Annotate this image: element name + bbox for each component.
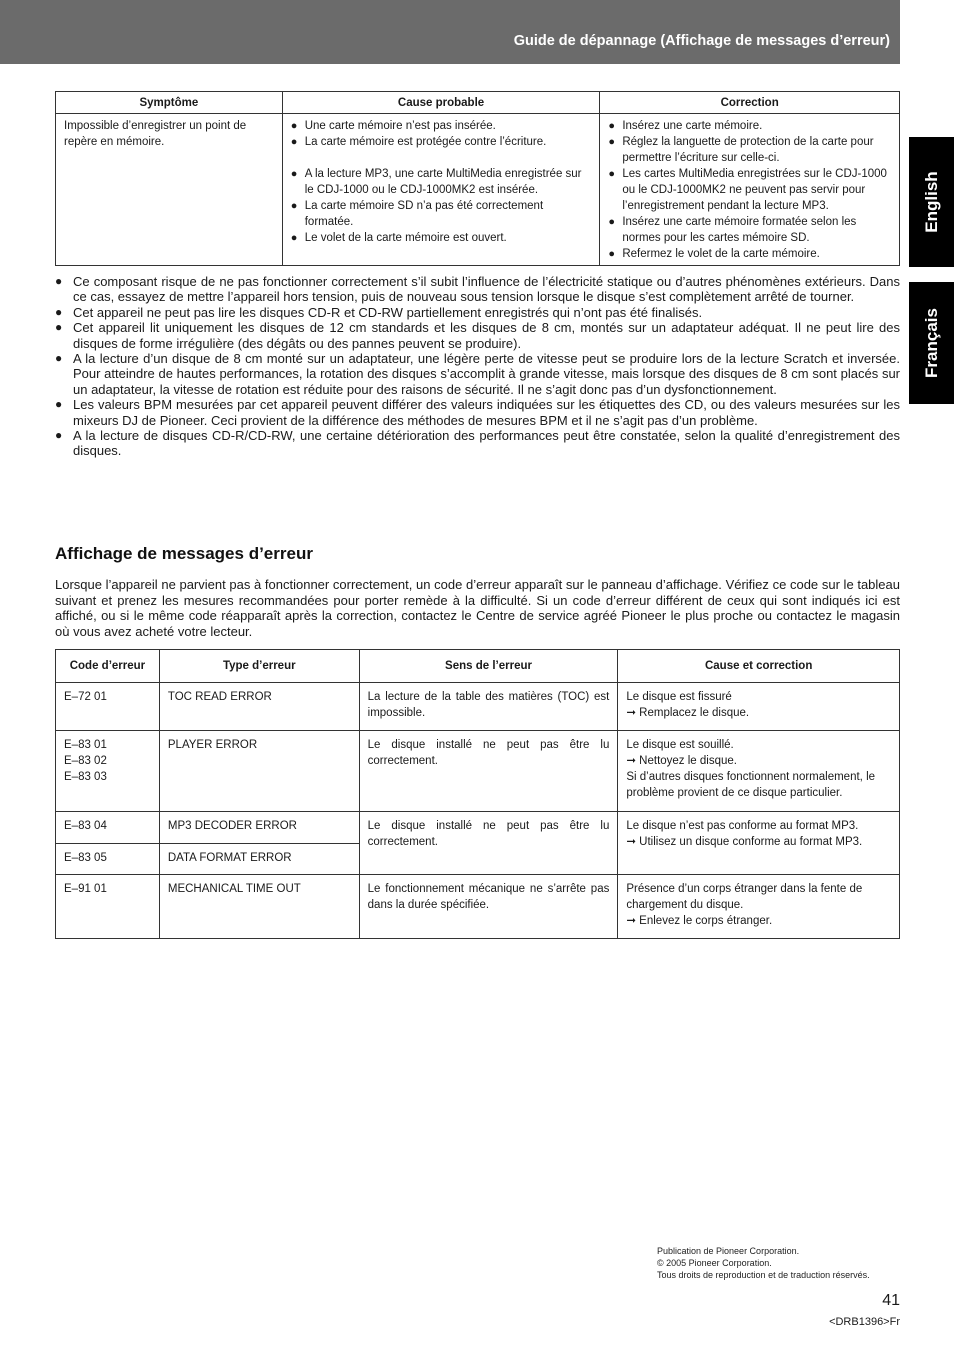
- page-header-title: Guide de dépannage (Affichage de messages d’erreur): [513, 33, 890, 49]
- correction-line: ➞ Nettoyez le disque.: [626, 755, 737, 767]
- error-code-cell: [56, 812, 160, 844]
- error-meaning-cell: Le disque installé ne peut pas être lu correctement.: [359, 812, 618, 875]
- list-item: ● Refermez le volet de la carte mémoire.: [608, 246, 891, 262]
- correction-line: ➞ Enlevez le corps étranger.: [626, 915, 773, 927]
- list-item: ● La carte mémoire SD n’a pas été correctement formatée.: [291, 198, 592, 230]
- error-type-cell: PLAYER ERROR: [159, 731, 359, 812]
- table-row: [56, 683, 900, 731]
- cause-correction-cell: [618, 731, 900, 812]
- note-item: ● Les valeurs BPM mesurées par cet appareil peuvent différer des valeurs indiquées sur les étiquettes des CD, ou des valeurs mesurées sur les mixeurs DJ de Pioneer. Ceci provient de la différence des méthodes de mesures BPM et il ne s’agit pas d’un problème.: [55, 397, 900, 428]
- table-header-row: [56, 92, 900, 114]
- cause-line: Le disque est fissuré: [626, 691, 732, 703]
- side-tab-francais[interactable]: [909, 282, 954, 404]
- publication-line: Publication de Pioneer Corporation.: [657, 1246, 800, 1256]
- table-row: [56, 812, 900, 844]
- note-item: ● A la lecture d’un disque de 8 cm monté sur un adaptateur, une légère perte de vitesse peut se produire lors de la lecture Scratch et inversée. Pour atteindre de hautes performances, la rotation des disques s’accomplit à grande vitesse, mais lorsque des disques de 8 cm sont placés sur un adaptateur, la vitesse de rotation est réduite pour des raisons de sécurité. Il ne s’agit donc pas d’un dysfonctionnement.: [55, 351, 900, 397]
- cause-correction-cell: [618, 683, 900, 731]
- error-code-cell: [56, 844, 160, 875]
- header-bar: [0, 0, 900, 64]
- column-header: Type d’erreur: [159, 650, 359, 683]
- table-row: [56, 875, 900, 939]
- error-type-cell: TOC READ ERROR: [159, 683, 359, 731]
- error-code-cell: [56, 875, 160, 939]
- correction-cell: [600, 114, 900, 266]
- error-meaning-cell: Le fonctionnement mécanique ne s’arrête pas dans la durée spécifiée.: [359, 875, 618, 939]
- cause-line: Si d’autres disques fonctionnent normalement, le problème provient de ce disque particulier.: [626, 771, 876, 799]
- cause-line: Le disque est souillé.: [626, 739, 734, 751]
- section-title: Affichage de messages d’erreur: [55, 544, 313, 563]
- symptom-cell: Impossible d’enregistrer un point de repère en mémoire.: [56, 114, 283, 266]
- side-tab-english[interactable]: [909, 137, 954, 267]
- table-row: [56, 731, 900, 812]
- note-item: ● Cet appareil ne peut pas lire les disques CD-R et CD-RW partiellement enregistrés qui n’ont pas été finalisés.: [55, 305, 900, 320]
- rights-line: Tous droits de reproduction et de traduction réservés.: [657, 1270, 870, 1280]
- publication-notice: [657, 1245, 870, 1281]
- side-tab-english-label: English: [921, 171, 941, 233]
- note-item: ● Ce composant risque de ne pas fonctionner correctement s’il subit l’influence de l’électricité statique ou d’autres phénomènes extérieurs. Dans ce cas, essayez de mettre l’appareil hors tension, puis de nouveau sous tension lorsque le disque s’est complètement arrêté de tourner.: [55, 274, 900, 305]
- error-type-cell: DATA FORMAT ERROR: [159, 844, 359, 875]
- list-item: ● Réglez la languette de protection de la carte pour permettre l’écriture sur celle-ci.: [608, 134, 891, 166]
- list-item: ● Le volet de la carte mémoire est ouvert.: [291, 230, 592, 246]
- cause-correction-cell: [618, 812, 900, 875]
- error-code: E–91 01: [64, 883, 107, 895]
- note-item: ● Cet appareil lit uniquement les disques de 12 cm standards et les disques de 8 cm, montés sur un adaptateur adéquat. Il ne peut lire des disques de forme irrégulière (des dégâts ou des pannes peuvent se produire).: [55, 320, 900, 351]
- column-header: Symptôme: [56, 92, 283, 114]
- error-code-table: [55, 649, 900, 939]
- list-item: ● Une carte mémoire n’est pas insérée.: [291, 118, 592, 134]
- error-meaning-cell: La lecture de la table des matières (TOC) est impossible.: [359, 683, 618, 731]
- list-item: ● A la lecture MP3, une carte MultiMedia enregistrée sur le CDJ-1000 ou le CDJ-1000MK2 est insérée.: [291, 166, 592, 198]
- column-header: Cause et correction: [618, 650, 900, 683]
- column-header: Correction: [600, 92, 900, 114]
- error-meaning-cell: Le disque installé ne peut pas être lu correctement.: [359, 731, 618, 812]
- error-code: E–83 05: [64, 852, 107, 864]
- troubleshooting-table: [55, 91, 900, 266]
- list-item: ● La carte mémoire est protégée contre l’écriture.: [291, 134, 592, 150]
- section-intro: Lorsque l’appareil ne parvient pas à fonctionner correctement, un code d’erreur apparaît sur le panneau d’affichage. Vérifiez ce code sur le tableau suivant et prenez les mesures recommandées pour porter remède à la difficulté. Si un code d’erreur différent de ceux qui sont indiqués ici est affiché, ou si le même code réapparaît après la correction, contactez le Centre de service agréé Pioneer le plus proche ou contactez le magasin où vous avez acheté votre lecteur.: [55, 577, 900, 639]
- error-code: E–83 02: [64, 755, 107, 767]
- error-code: E–83 03: [64, 771, 107, 783]
- column-header: Cause probable: [282, 92, 600, 114]
- correction-line: ➞ Remplacez le disque.: [626, 707, 750, 719]
- column-header: Sens de l’erreur: [359, 650, 618, 683]
- notes-list: [55, 274, 900, 459]
- error-code: E–83 04: [64, 820, 107, 832]
- correction-line: ➞ Utilisez un disque conforme au format MP3.: [626, 836, 863, 848]
- list-item: ● Insérez une carte mémoire formatée selon les normes pour les cartes mémoire SD.: [608, 214, 891, 246]
- error-type-cell: MP3 DECODER ERROR: [159, 812, 359, 844]
- column-header: Code d’erreur: [56, 650, 160, 683]
- page-number: 41: [882, 1292, 900, 1309]
- error-type-cell: MECHANICAL TIME OUT: [159, 875, 359, 939]
- list-item: ● Insérez une carte mémoire.: [608, 118, 891, 134]
- copyright-line: © 2005 Pioneer Corporation.: [657, 1258, 772, 1268]
- table-header-row: [56, 650, 900, 683]
- cause-line: Le disque n’est pas conforme au format MP3.: [626, 820, 859, 832]
- error-code-cell: [56, 683, 160, 731]
- cause-correction-cell: [618, 875, 900, 939]
- error-code-cell: [56, 731, 160, 812]
- document-reference: <DRB1396>Fr: [829, 1316, 900, 1328]
- error-code: E–72 01: [64, 691, 107, 703]
- note-item: ● A la lecture de disques CD-R/CD-RW, une certaine détérioration des performances peut être constatée, selon la qualité d’enregistrement des disques.: [55, 428, 900, 459]
- side-tab-francais-label: Français: [921, 308, 941, 378]
- table-row: [56, 114, 900, 266]
- cause-line: Présence d’un corps étranger dans la fente de chargement du disque.: [626, 883, 863, 911]
- cause-cell: [282, 114, 600, 266]
- list-item: ● Les cartes MultiMedia enregistrées sur le CDJ-1000 ou le CDJ-1000MK2 ne peuvent pas servir pour l’enregistrement pendant la lecture MP3.: [608, 166, 891, 214]
- error-code: E–83 01: [64, 739, 107, 751]
